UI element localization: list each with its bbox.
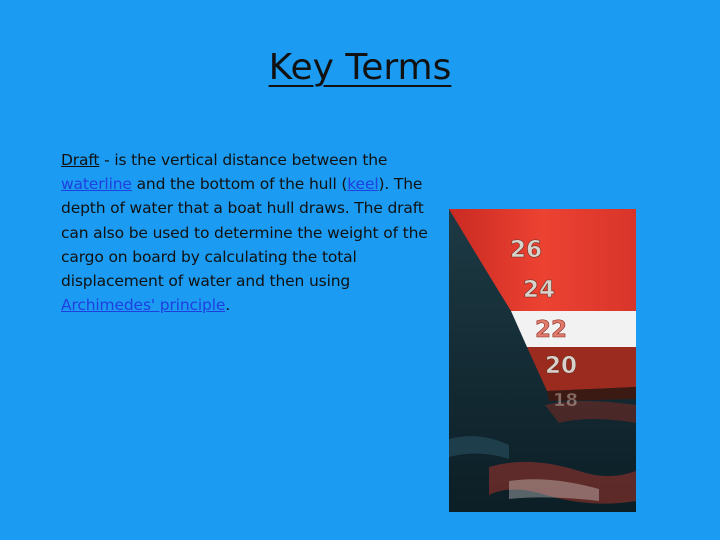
definition-text-3: ). The depth of water that a boat hull draws. The draft can also be used to determine the weight of the cargo on board by calculating the total displacement of water and then using [61,175,428,291]
draft-mark-18: 18 [553,390,579,411]
definition-paragraph [61,148,433,317]
term-draft: Draft [61,151,100,169]
draft-mark-26: 26 [510,237,543,263]
draft-mark-22: 22 [535,317,568,343]
term-separator: - [99,151,115,169]
definition-text-2: and the bottom of the hull ( [131,175,348,194]
draft-mark-24: 24 [523,277,556,303]
slide-title-text: Key Terms [268,47,452,88]
draft-mark-20: 20 [545,353,578,379]
archimedes-principle-link[interactable]: Archimedes' principle [61,296,226,315]
waterline-link[interactable]: waterline [61,175,132,194]
definition-text-4: . [225,296,231,315]
hull-illustration [449,209,636,512]
ship-hull-draft-marks-photo [449,209,636,512]
definition-text-1: is the vertical distance between the [114,151,388,169]
keel-link[interactable]: keel [347,175,379,194]
hull-white-stripe [511,311,636,347]
slide-title [0,43,720,93]
